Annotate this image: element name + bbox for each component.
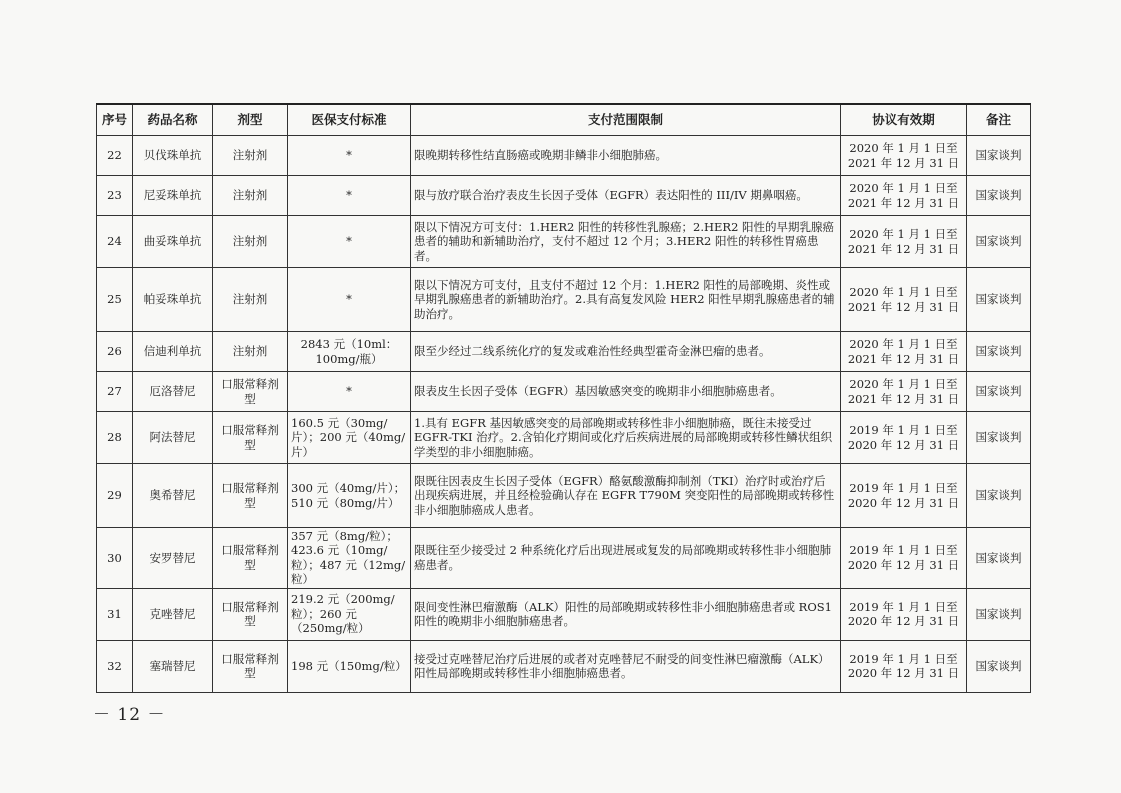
header-no: 序号 bbox=[97, 104, 133, 136]
table-row bbox=[97, 268, 1031, 332]
cell-note: 国家谈判 bbox=[967, 216, 1031, 268]
cell-no: 25 bbox=[97, 268, 133, 332]
cell-scope: 限以下情况方可支付，且支付不超过 12 个月：1.HER2 阳性的局部晚期、炎性或早期乳腺癌患者的新辅助治疗。2.具有高复发风险 HER2 阳性早期乳腺癌患者的辅助治疗。 bbox=[411, 268, 841, 332]
table-row bbox=[97, 136, 1031, 176]
header-standard: 医保支付标准 bbox=[288, 104, 411, 136]
cell-drug-name: 信迪利单抗 bbox=[133, 332, 213, 372]
cell-no: 27 bbox=[97, 372, 133, 412]
cell-validity bbox=[841, 528, 967, 589]
cell-form: 注射剂 bbox=[213, 216, 288, 268]
validity-end: 2021 年 12 月 31 日 bbox=[847, 155, 960, 170]
table-row bbox=[97, 640, 1031, 692]
cell-drug-name: 厄洛替尼 bbox=[133, 372, 213, 412]
cell-validity bbox=[841, 216, 967, 268]
cell-scope: 限以下情况方可支付：1.HER2 阳性的转移性乳腺癌；2.HER2 阳性的早期乳腺癌患者的辅助和新辅助治疗，支付不超过 12 个月；3.HER2 阳性的转移性胃癌患者。 bbox=[411, 216, 841, 268]
cell-scope: 限表皮生长因子受体（EGFR）基因敏感突变的晚期非小细胞肺癌患者。 bbox=[411, 372, 841, 412]
validity-start: 2019 年 1 月 1 日至 bbox=[849, 423, 958, 438]
validity-end: 2020 年 12 月 31 日 bbox=[847, 614, 960, 628]
table-header-row bbox=[97, 104, 1031, 136]
cell-standard: 2843 元（10ml：100mg/瓶） bbox=[288, 332, 411, 372]
cell-drug-name: 贝伐珠单抗 bbox=[133, 136, 213, 176]
validity-start: 2019 年 1 月 1 日至 bbox=[849, 599, 958, 614]
table-row bbox=[97, 332, 1031, 372]
cell-scope: 限与放疗联合治疗表皮生长因子受体（EGFR）表达阳性的 III/IV 期鼻咽癌。 bbox=[411, 176, 841, 216]
cell-scope: 接受过克唑替尼治疗后进展的或者对克唑替尼不耐受的间变性淋巴瘤激酶（ALK）阳性局部晚期或转移性非小细胞肺癌患者。 bbox=[411, 640, 841, 692]
validity-end: 2021 年 12 月 31 日 bbox=[847, 299, 960, 314]
cell-form: 口服常释剂型 bbox=[213, 372, 288, 412]
cell-scope: 1.具有 EGFR 基因敏感突变的局部晚期或转移性非小细胞肺癌，既往未接受过 EGFR-TKI 治疗。2.含铂化疗期间或化疗后疾病进展的局部晚期或转移性鳞状组织学类型的非小细胞肺癌。 bbox=[411, 412, 841, 464]
cell-drug-name: 帕妥珠单抗 bbox=[133, 268, 213, 332]
validity-start: 2019 年 1 月 1 日至 bbox=[849, 651, 958, 666]
validity-end: 2020 年 12 月 31 日 bbox=[847, 557, 960, 572]
validity-start: 2020 年 1 月 1 日至 bbox=[849, 181, 958, 196]
cell-form: 注射剂 bbox=[213, 136, 288, 176]
cell-standard: * bbox=[288, 372, 411, 412]
cell-drug-name: 尼妥珠单抗 bbox=[133, 176, 213, 216]
validity-start: 2020 年 1 月 1 日至 bbox=[849, 377, 958, 392]
cell-note: 国家谈判 bbox=[967, 372, 1031, 412]
cell-no: 31 bbox=[97, 588, 133, 640]
cell-standard: * bbox=[288, 216, 411, 268]
cell-note: 国家谈判 bbox=[967, 176, 1031, 216]
validity-start: 2020 年 1 月 1 日至 bbox=[849, 337, 958, 352]
cell-validity bbox=[841, 176, 967, 216]
cell-standard: * bbox=[288, 136, 411, 176]
cell-drug-name: 曲妥珠单抗 bbox=[133, 216, 213, 268]
cell-form: 口服常释剂型 bbox=[213, 528, 288, 589]
cell-form: 注射剂 bbox=[213, 268, 288, 332]
cell-no: 29 bbox=[97, 464, 133, 528]
cell-drug-name: 克唑替尼 bbox=[133, 588, 213, 640]
validity-end: 2021 年 12 月 31 日 bbox=[847, 195, 960, 210]
validity-start: 2019 年 1 月 1 日至 bbox=[849, 481, 958, 496]
cell-standard: 219.2 元（200mg/粒）；260 元（250mg/粒） bbox=[288, 588, 411, 640]
validity-start: 2019 年 1 月 1 日至 bbox=[849, 543, 958, 558]
validity-end: 2021 年 12 月 31 日 bbox=[847, 351, 960, 366]
cell-validity bbox=[841, 412, 967, 464]
cell-form: 口服常释剂型 bbox=[213, 412, 288, 464]
validity-end: 2021 年 12 月 31 日 bbox=[847, 241, 960, 256]
cell-form: 口服常释剂型 bbox=[213, 588, 288, 640]
cell-drug-name: 阿法替尼 bbox=[133, 412, 213, 464]
validity-end: 2021 年 12 月 31 日 bbox=[847, 391, 960, 406]
table-row bbox=[97, 528, 1031, 589]
cell-form: 注射剂 bbox=[213, 176, 288, 216]
cell-validity bbox=[841, 372, 967, 412]
header-scope: 支付范围限制 bbox=[411, 104, 841, 136]
table-row bbox=[97, 176, 1031, 216]
cell-validity bbox=[841, 640, 967, 692]
cell-note: 国家谈判 bbox=[967, 464, 1031, 528]
cell-scope: 限至少经过二线系统化疗的复发或难治性经典型霍奇金淋巴瘤的患者。 bbox=[411, 332, 841, 372]
drug-table bbox=[96, 103, 1031, 693]
table-body bbox=[97, 136, 1031, 693]
validity-end: 2020 年 12 月 31 日 bbox=[847, 666, 960, 680]
table-row bbox=[97, 412, 1031, 464]
page-number: － 12 － bbox=[93, 705, 166, 725]
cell-scope: 限既往至少接受过 2 种系统化疗后出现进展或复发的局部晚期或转移性非小细胞肺癌患者。 bbox=[411, 528, 841, 589]
cell-no: 22 bbox=[97, 136, 133, 176]
cell-validity bbox=[841, 136, 967, 176]
cell-drug-name: 奥希替尼 bbox=[133, 464, 213, 528]
cell-standard: * bbox=[288, 176, 411, 216]
header-form: 剂型 bbox=[213, 104, 288, 136]
cell-standard: * bbox=[288, 268, 411, 332]
cell-no: 26 bbox=[97, 332, 133, 372]
table-row bbox=[97, 372, 1031, 412]
header-note: 备注 bbox=[967, 104, 1031, 136]
cell-note: 国家谈判 bbox=[967, 268, 1031, 332]
validity-end: 2020 年 12 月 31 日 bbox=[847, 495, 960, 510]
cell-note: 国家谈判 bbox=[967, 136, 1031, 176]
cell-note: 国家谈判 bbox=[967, 588, 1031, 640]
cell-scope: 限晚期转移性结直肠癌或晚期非鳞非小细胞肺癌。 bbox=[411, 136, 841, 176]
cell-validity bbox=[841, 268, 967, 332]
cell-no: 23 bbox=[97, 176, 133, 216]
cell-form: 口服常释剂型 bbox=[213, 464, 288, 528]
table-row bbox=[97, 464, 1031, 528]
cell-standard: 357 元（8mg/粒）；423.6 元（10mg/粒）；487 元（12mg/粒） bbox=[288, 528, 411, 589]
cell-validity bbox=[841, 332, 967, 372]
cell-no: 30 bbox=[97, 528, 133, 589]
cell-scope: 限间变性淋巴瘤激酶（ALK）阳性的局部晚期或转移性非小细胞肺癌患者或 ROS1 阳性的晚期非小细胞肺癌患者。 bbox=[411, 588, 841, 640]
validity-end: 2020 年 12 月 31 日 bbox=[847, 437, 960, 452]
cell-standard: 198 元（150mg/粒） bbox=[288, 640, 411, 692]
cell-form: 注射剂 bbox=[213, 332, 288, 372]
cell-validity bbox=[841, 464, 967, 528]
validity-start: 2020 年 1 月 1 日至 bbox=[849, 227, 958, 242]
header-validity: 协议有效期 bbox=[841, 104, 967, 136]
cell-no: 28 bbox=[97, 412, 133, 464]
cell-note: 国家谈判 bbox=[967, 528, 1031, 589]
cell-no: 32 bbox=[97, 640, 133, 692]
table-row bbox=[97, 588, 1031, 640]
cell-drug-name: 塞瑞替尼 bbox=[133, 640, 213, 692]
cell-form: 口服常释剂型 bbox=[213, 640, 288, 692]
cell-standard: 300 元（40mg/片）；510 元（80mg/片） bbox=[288, 464, 411, 528]
header-name: 药品名称 bbox=[133, 104, 213, 136]
cell-no: 24 bbox=[97, 216, 133, 268]
validity-start: 2020 年 1 月 1 日至 bbox=[849, 285, 958, 300]
cell-validity bbox=[841, 588, 967, 640]
cell-scope: 限既往因表皮生长因子受体（EGFR）酪氨酸激酶抑制剂（TKI）治疗时或治疗后出现疾病进展，并且经检验确认存在 EGFR T790M 突变阳性的局部晚期或转移性非小细胞肺癌成人患者。 bbox=[411, 464, 841, 528]
cell-note: 国家谈判 bbox=[967, 412, 1031, 464]
table-row bbox=[97, 216, 1031, 268]
cell-standard: 160.5 元（30mg/片）；200 元（40mg/片） bbox=[288, 412, 411, 464]
cell-note: 国家谈判 bbox=[967, 640, 1031, 692]
cell-note: 国家谈判 bbox=[967, 332, 1031, 372]
cell-drug-name: 安罗替尼 bbox=[133, 528, 213, 589]
validity-start: 2020 年 1 月 1 日至 bbox=[849, 141, 958, 156]
